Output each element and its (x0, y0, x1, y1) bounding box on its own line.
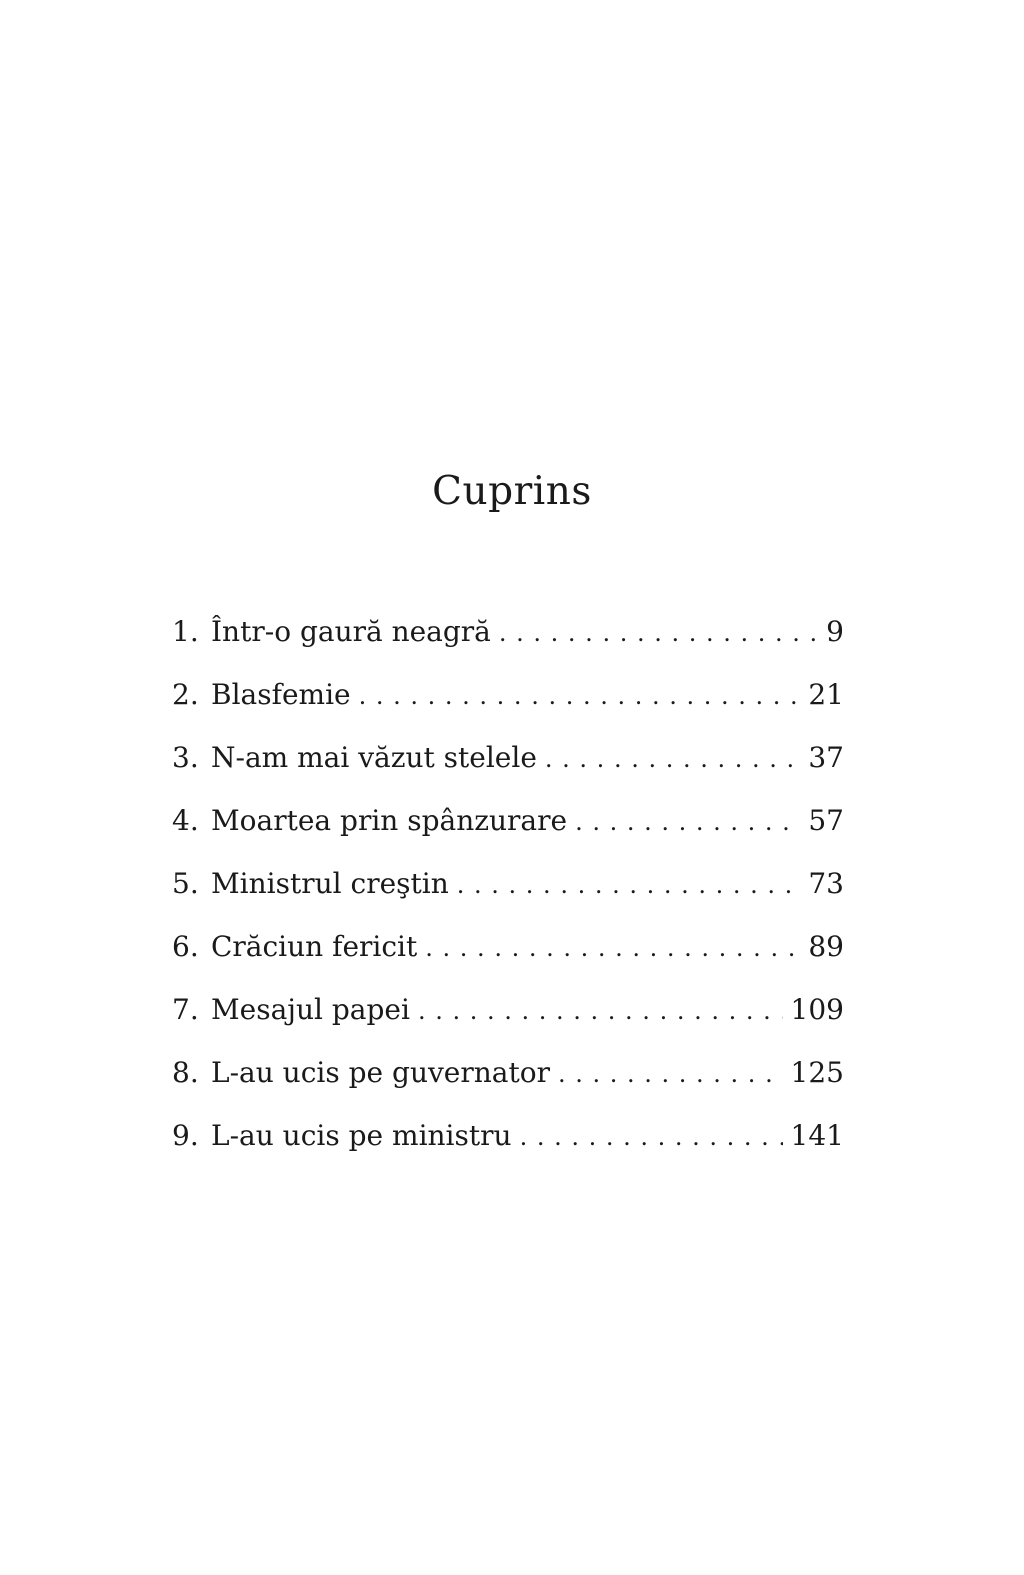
toc-entry-title: N-am mai văzut stelele (211, 741, 537, 774)
toc-entry-title: L-au ucis pe guvernator (211, 1056, 550, 1089)
toc-entry-page: 141 (790, 1119, 844, 1152)
toc-entry-title: Crăciun fericit (211, 930, 418, 963)
toc-entry-page: 89 (808, 930, 844, 963)
toc-entry-page: 73 (808, 867, 844, 900)
toc-entry (172, 1108, 844, 1171)
toc-entry-page: 109 (790, 993, 844, 1026)
toc-dot-leader (499, 605, 818, 661)
toc-entry (172, 856, 844, 919)
toc-dot-leader (520, 1109, 783, 1165)
page-title: Cuprins (432, 469, 592, 514)
toc-entry-title: Ministrul creştin (211, 867, 449, 900)
toc-entry (172, 730, 844, 793)
toc-dot-leader (425, 920, 800, 976)
toc-entry-number: 9. (172, 1119, 199, 1152)
toc-entry-number: 4. (172, 804, 199, 837)
toc-entry-page: 21 (808, 678, 844, 711)
toc-entry (172, 793, 844, 856)
toc-dot-leader (575, 794, 800, 850)
toc-entry (172, 1045, 844, 1108)
toc-entry-number: 1. (172, 615, 199, 648)
toc-entry-title: Blasfemie (211, 678, 351, 711)
toc-dot-leader (418, 983, 783, 1039)
toc-entry-number: 6. (172, 930, 199, 963)
toc-entry-page: 125 (790, 1056, 844, 1089)
toc-entry-title: Într-o gaură neagră (211, 615, 491, 648)
toc-dot-leader (558, 1046, 783, 1102)
toc-entry (172, 919, 844, 982)
toc-entry-number: 2. (172, 678, 199, 711)
toc-entry-page: 37 (808, 741, 844, 774)
toc-entry-page: 9 (826, 615, 844, 648)
toc-entry-title: Mesajul papei (211, 993, 410, 1026)
toc-dot-leader (545, 731, 800, 787)
toc-entry-number: 5. (172, 867, 199, 900)
toc-entry-number: 7. (172, 993, 199, 1026)
toc-entry-page: 57 (808, 804, 844, 837)
toc-dot-leader (457, 857, 801, 913)
toc-entry (172, 982, 844, 1045)
toc-entry-number: 3. (172, 741, 199, 774)
toc-entry (172, 604, 844, 667)
toc-entry-title: Moartea prin spânzurare (211, 804, 568, 837)
toc-dot-leader (359, 668, 801, 724)
table-of-contents (172, 604, 844, 1171)
toc-entry-title: L-au ucis pe ministru (211, 1119, 512, 1152)
toc-entry-number: 8. (172, 1056, 199, 1089)
toc-entry (172, 667, 844, 730)
